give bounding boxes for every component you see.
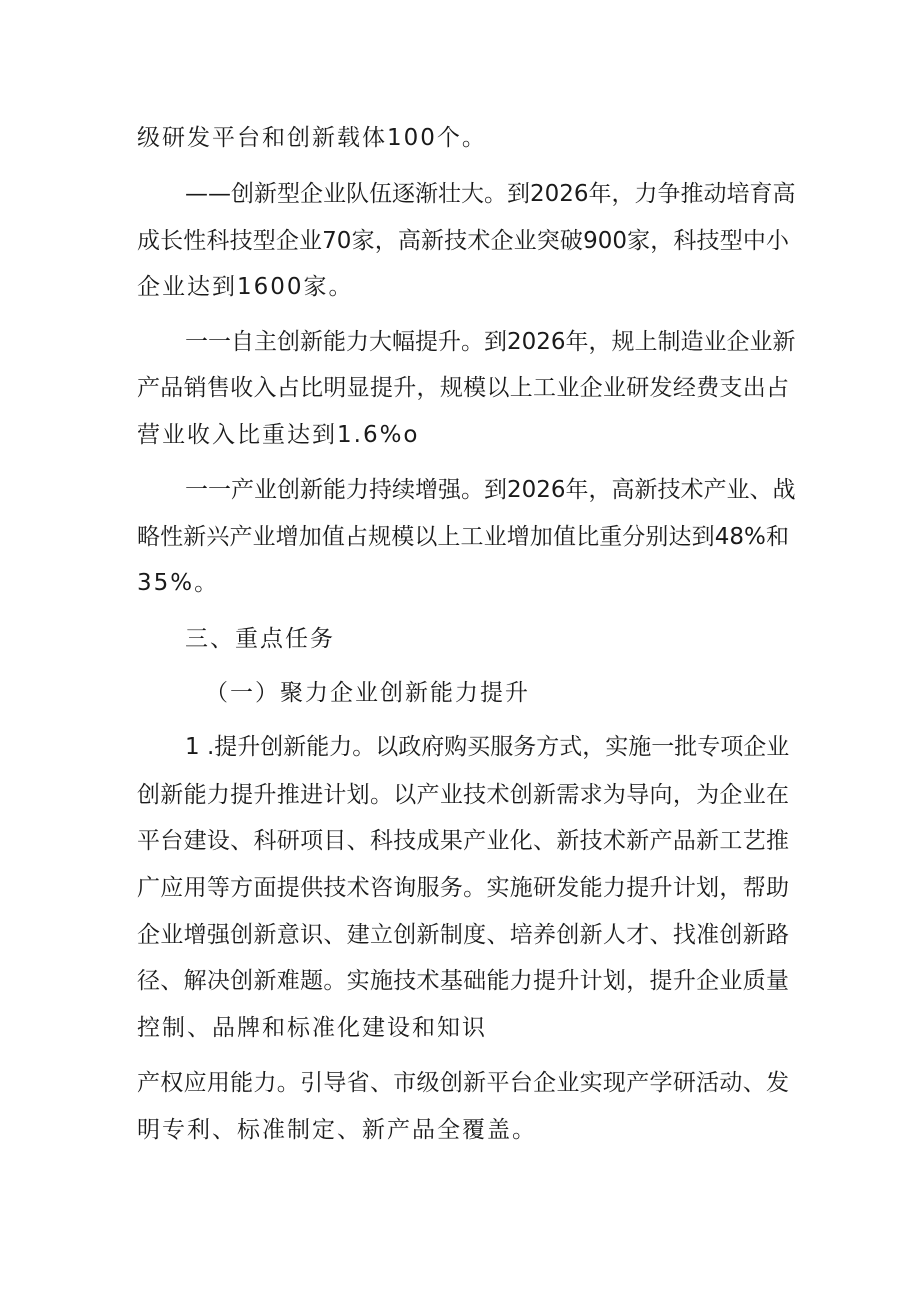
paragraph-line: 平台建设、科研项目、科技成果产业化、新技术新产品新工艺推 (137, 828, 789, 854)
paragraph-line: 一一产业创新能力持续增强。到2026年，高新技术产业、战 (185, 477, 796, 503)
paragraph-line: 营业收入比重达到1.6%o (137, 422, 420, 448)
paragraph-line: 一一自主创新能力大幅提升。到2026年，规上制造业企业新 (185, 329, 796, 355)
paragraph-line: 径、解决创新难题。实施技术基础能力提升计划，提升企业质量 (137, 968, 789, 994)
paragraph-line: 产品销售收入占比明显提升，规模以上工业企业研发经费支出占 (137, 375, 789, 401)
paragraph-line: 创新能力提升推进计划。以产业技术创新需求为导向，为企业在 (137, 782, 789, 808)
section-heading: 三、重点任务 (185, 626, 335, 652)
paragraph-line: 级研发平台和创新载体100个。 (137, 125, 487, 151)
paragraph-line: 略性新兴产业增加值占规模以上工业增加值比重分别达到48%和 (137, 524, 789, 550)
paragraph-line: 产权应用能力。引导省、市级创新平台企业实现产学研活动、发 (137, 1070, 789, 1096)
subsection-heading: （一）聚力企业创新能力提升 (205, 680, 530, 706)
paragraph-line: 广应用等方面提供技术咨询服务。实施研发能力提升计划，帮助 (137, 875, 789, 901)
paragraph-line: 成长性科技型企业70家，高新技术企业突破900家，科技型中小 (137, 228, 789, 254)
paragraph-line: ——创新型企业队伍逐渐壮大。到2026年，力争推动培育高 (185, 181, 796, 207)
paragraph-line: 企业增强创新意识、建立创新制度、培养创新人才、找准创新路 (137, 922, 789, 948)
paragraph-line: 1 .提升创新能力。以政府购买服务方式，实施一批专项企业 (185, 734, 790, 760)
paragraph-line: 控制、品牌和标准化建设和知识 (137, 1015, 487, 1041)
paragraph-line: 明专利、标准制定、新产品全覆盖。 (137, 1117, 537, 1143)
paragraph-line: 35%。 (137, 570, 220, 596)
paragraph-line: 企业达到1600家。 (137, 274, 354, 300)
